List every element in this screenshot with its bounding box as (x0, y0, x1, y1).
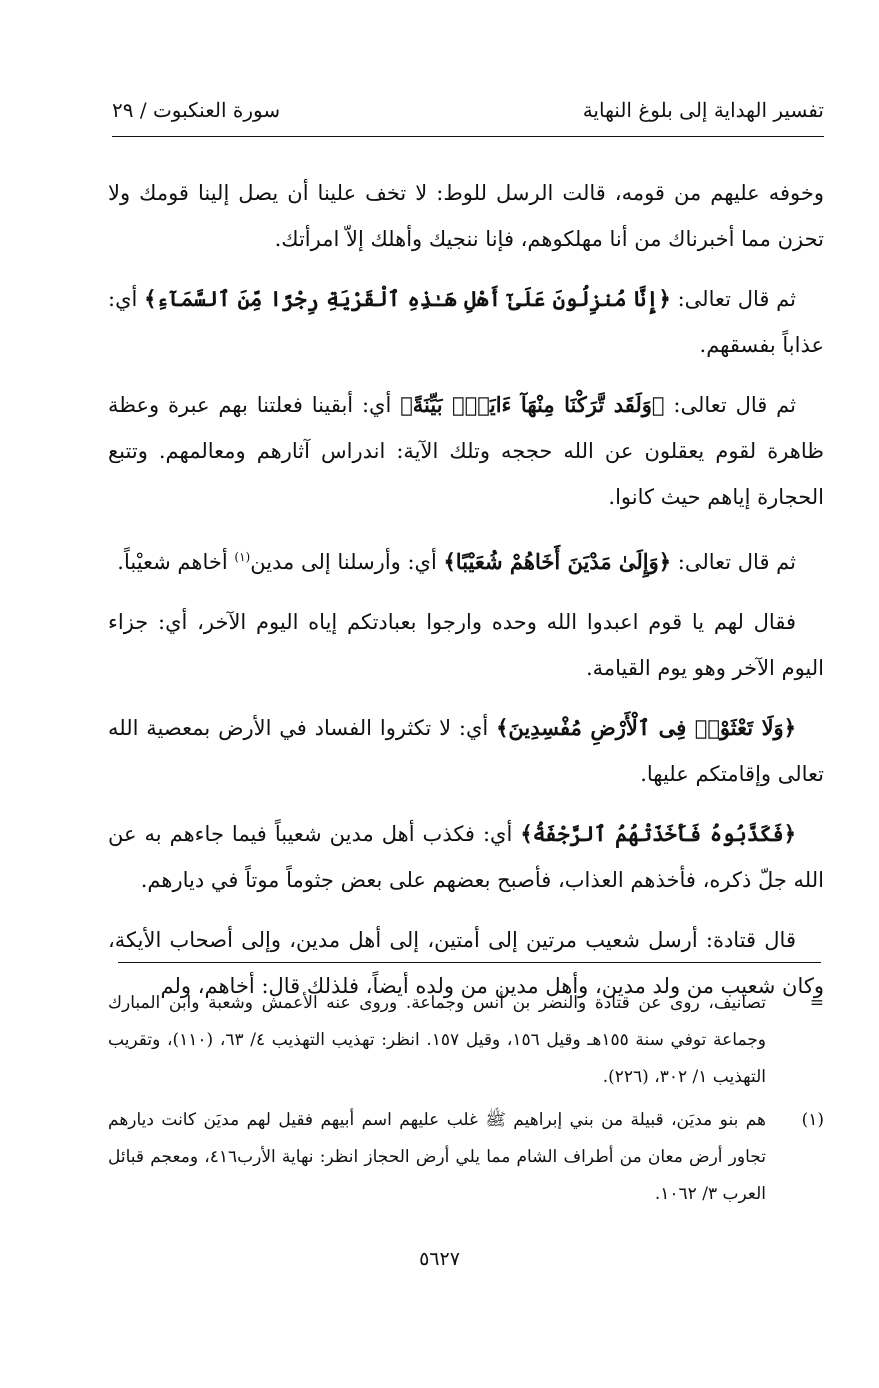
quran-verse: ﴿إِنَّا مُنزِلُونَ عَلَىٰٓ أَهْلِ هَـٰذِهِ ٱلْقَرْيَةِ رِجْزًا مِّنَ ٱلسَّمَآءِ﴾ (144, 286, 671, 311)
footnote (108, 1102, 824, 1213)
paragraph-text: أخاهم شعيْباً. (117, 550, 235, 574)
book-title: تفسير الهداية إلى بلوغ النهاية (582, 98, 824, 122)
paragraph-text: ثم قال تعالى: (670, 287, 796, 311)
footnote-text: هم بنو مديَن، قبيلة من بني إبراهيم ﷺ غلب عليهم اسم أبيهم فقيل لهم مديَن كانت ديارهم تجاور أرض معان من أطراف الشام مما يلي أرض الحجاز انظر: نهاية الأرب٤١٦، ومعجم قبائل العرب ٣/ ١٠٦٢. (108, 1110, 766, 1204)
paragraph-text: وخوفه عليهم من قومه، قالت الرسل للوط: لا تخف علينا أن يصل إلينا قومك ولا تحزن مما أخبرناك من أنا مهلكوهم، فإنا ننجيك وأهلك إلاّ امرأتك. (108, 181, 824, 251)
surah-label: سورة العنكبوت / ٢٩ (112, 98, 281, 122)
running-header (112, 96, 824, 137)
paragraph (108, 276, 824, 368)
paragraph (108, 811, 824, 903)
paragraph-text: فقال لهم يا قوم اعبدوا الله وحده وارجوا بعبادتكم إياه اليوم الآخر، أي: جزاء اليوم الآخر وهو يوم القيامة. (108, 610, 824, 680)
footnote-mark: = (809, 993, 824, 1013)
paragraph (108, 599, 824, 691)
paragraph-text: ثم قال تعالى: (664, 393, 796, 417)
paragraph (108, 534, 824, 585)
paragraph-text: أي: وأرسلنا إلى مدين (250, 550, 444, 574)
paragraph (108, 382, 824, 520)
paragraph-text: أي: لا تكثروا الفساد في الأرض بمعصية الله تعالى وإقامتكم عليها. (108, 716, 824, 786)
paragraph-text: أي: فكذب أهل مدين شعيباً فيما جاءهم به عن الله جلّ ذكره، فأخذهم العذاب، فأصبح بعضهم على بعض جثوماً موتاً في ديارهم. (108, 822, 824, 892)
paragraph-text: أي: عذاباً بفسقهم. (108, 287, 824, 357)
footnote-text: تصانيف، روى عن قتادة والنضر بن أنس وجماعة. وروى عنه الأعمش وشعبة وابن المبارك وجماعة توفي سنة ١٥٥هـ وقيل ١٥٦، وقيل ١٥٧. انظر: تهذيب التهذيب ٤/ ٦٣، (١١٠)، وتقريب التهذيب ١/ ٣٠٢، (٢٢٦). (108, 993, 766, 1087)
paragraph-text: أي: أبقينا فعلتنا بهم عبرة وعظة ظاهرة لقوم يعقلون عن الله حججه وتلك الآية: اندراس آثارهم ومعالمهم. وتتبع الحجارة إياهم حيث كانوا. (108, 393, 824, 509)
quran-verse: ﴿وَلَا تَعْثَوْا۟ فِى ٱلْأَرْضِ مُفْسِدِينَ﴾ (496, 715, 797, 740)
footnote (108, 985, 824, 1096)
footnote-ref: (١) (234, 550, 251, 564)
page-number: ٥٦٢٧ (419, 1248, 460, 1270)
main-text (108, 170, 824, 1023)
quran-verse: ﴿وَلَقَد تَّرَكْنَا مِنْهَآ ءَايَةًۢ بَيِّنَةً﴾ (400, 392, 665, 417)
paragraph (108, 705, 824, 797)
footnote-mark: (١) (801, 1110, 824, 1130)
quran-verse: ﴿فَكَذَّبُوهُ فَأَخَذَتْهُمُ ٱلرَّجْفَةُ﴾ (520, 821, 796, 846)
paragraph-text: ثم قال تعالى: (671, 550, 796, 574)
quran-verse: ﴿وَإِلَىٰ مَدْيَنَ أَخَاهُمْ شُعَيْبًا﴾ (443, 549, 672, 574)
footnote-divider (118, 962, 821, 963)
paragraph (108, 170, 824, 262)
footnotes (108, 985, 824, 1219)
paragraph-text: قال قتادة: أرسل شعيب مرتين إلى أمتين، إلى أهل مدين، وإلى أصحاب الأيكة، وكان شعيب من ولد مدين، وأهل مدين من ولده أيضاً، فلذلك قال: أخاهم، ولم (108, 928, 824, 998)
